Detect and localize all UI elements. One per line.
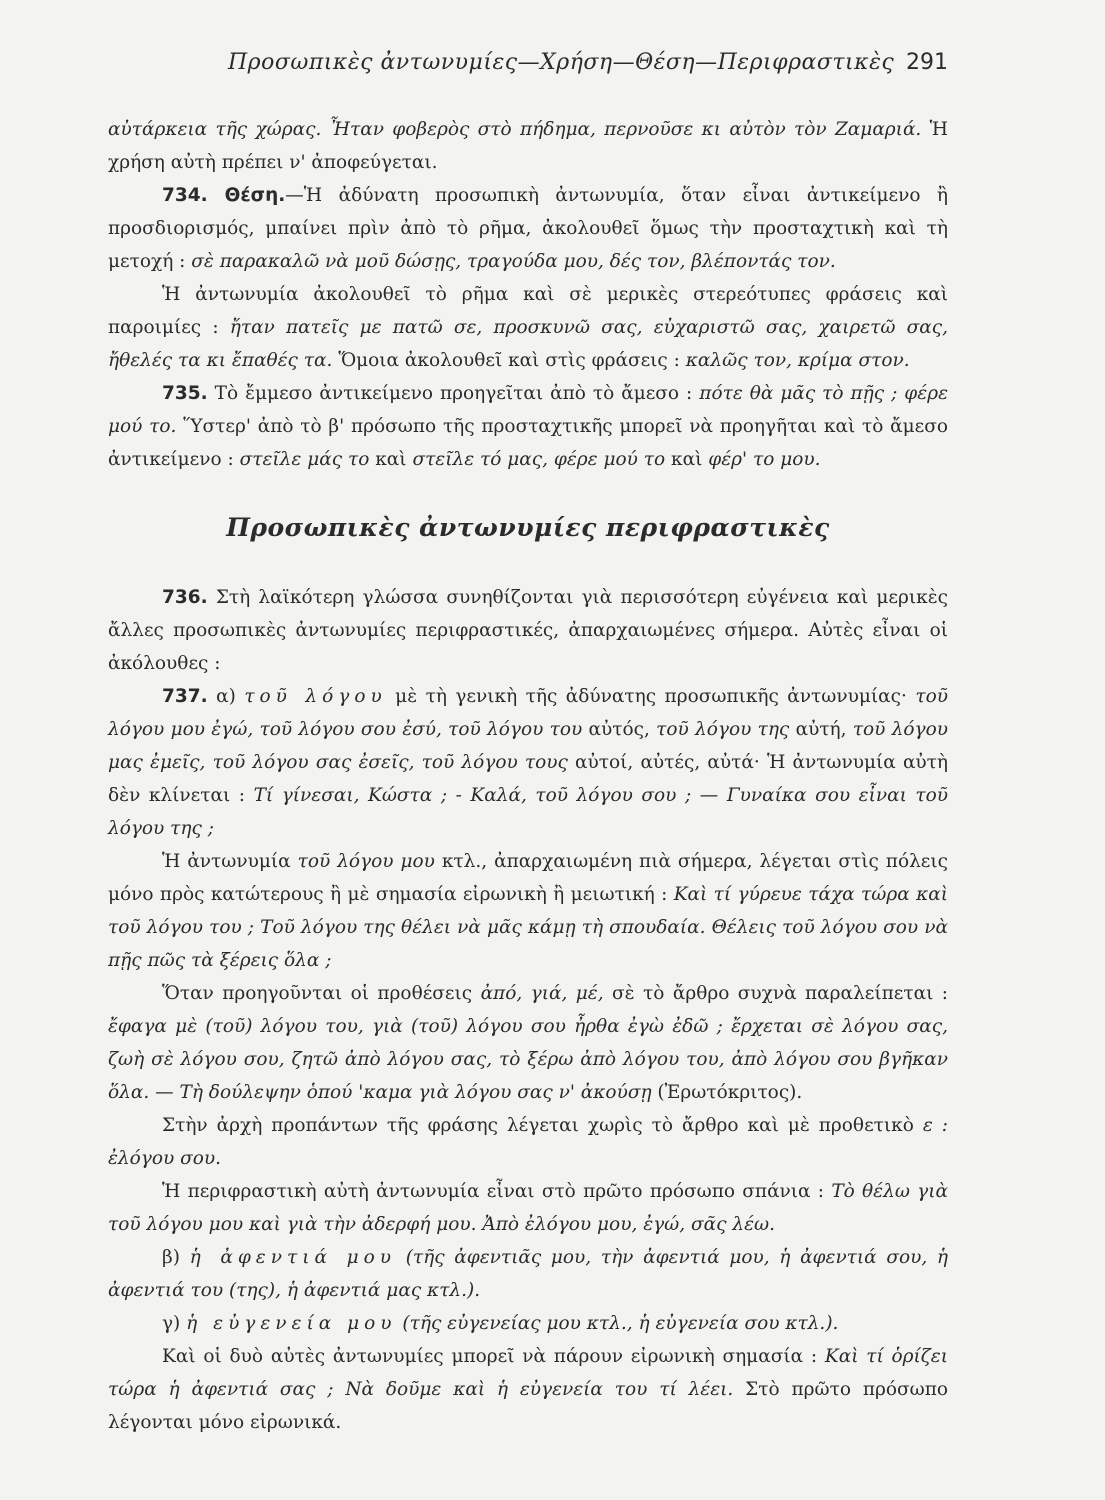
spaced-term: ἡ εὐγενεία μου bbox=[186, 1313, 397, 1335]
paragraph-text: (Ἐρωτόκριτος). bbox=[657, 1082, 803, 1104]
paragraph-text: Ἡ περιφραστικὴ αὐτὴ ἀντωνυμία εἶναι στὸ πρῶτο πρόσωπο σπάνια : bbox=[162, 1181, 825, 1203]
running-title: Προσωπικὲς ἀντωνυμίες—Χρήση—Θέση—Περιφραστικὲς bbox=[228, 50, 895, 75]
example-text: τοῦ λόγου της bbox=[656, 718, 790, 740]
section-737-c bbox=[108, 1307, 948, 1340]
section-737-usage bbox=[108, 845, 948, 977]
section-number: 736. bbox=[162, 586, 208, 608]
paragraph-text: Ἡ ἀντωνυμία αὐτὴ δὲν κλίνεται : bbox=[108, 751, 949, 806]
section-737-prothetic bbox=[108, 1109, 948, 1175]
example-text: πότε θὰ μᾶς τὸ πῇς ; φέρε μού το. bbox=[108, 383, 948, 438]
item-label: γ) bbox=[162, 1313, 181, 1335]
example-text: (τῆς ἀφεντιᾶς μου, τὴν ἀφεντιά μου, ἡ ἀφεντιά σου, ἡ ἀφεντιά του (της), ἡ ἀφεντιά μας κτλ.). bbox=[108, 1247, 948, 1302]
paragraph-text: κτλ., ἀπαρχαιωμένη πιὰ σήμερα, λέγεται στὶς πόλεις μόνο πρὸς κατώτερους ἢ μὲ σημασία εἰρωνικὴ ἢ μειωτική : bbox=[108, 850, 949, 905]
example-text: φέρ' το μου. bbox=[708, 449, 821, 471]
example-text: ἀπό, γιά, μέ, bbox=[480, 982, 604, 1004]
spaced-term: τοῦ λόγου bbox=[244, 685, 387, 707]
example-text: (τῆς εὐγενείας μου κτλ., ἡ εὐγενεία σου κτλ.). bbox=[402, 1313, 839, 1335]
page-number: 291 bbox=[906, 50, 948, 75]
paragraph-text: Τὸ ἔμμεσο ἀντικείμενο προηγεῖται ἀπὸ τὸ ἄμεσο : bbox=[214, 383, 693, 405]
paragraph-text: καὶ bbox=[671, 449, 703, 471]
paragraph-text: Στὴ λαϊκότερη γλώσσα συνηθίζονται γιὰ περισσότερη εὐγένεια καὶ μερικὲς ἄλλες προσωπικὲς ἀντωνυμίες περιφραστικές, ἀπαρχαιωμένες σήμερα. Αὐτὲς εἶναι οἱ ἀκόλουθες : bbox=[108, 586, 948, 674]
paragraph-text: σὲ τὸ ἄρθρο συχνὰ παραλείπεται : bbox=[612, 982, 948, 1004]
spaced-term: ἡ ἀφεντιά μου bbox=[189, 1247, 397, 1269]
section-734 bbox=[108, 179, 948, 278]
section-737-prepositions bbox=[108, 977, 948, 1109]
example-text: Καὶ τί γύρευε τάχα τώρα καὶ τοῦ λόγου του ; Τοῦ λόγου της θέλει νὰ μᾶς κάμῃ τὴ σπουδαία. Θέλεις τοῦ λόγου σου νὰ πῇς πῶς τὰ ξέρεις ὅλα ; bbox=[108, 883, 948, 971]
paragraph-text: αὐτός, bbox=[588, 718, 650, 740]
example-text: ε : ἐλόγου σου. bbox=[108, 1115, 948, 1170]
paragraph-text: Ὅμοια ἀκολουθεῖ καὶ στὶς φράσεις : bbox=[338, 350, 680, 372]
paragraph-text: Στὴν ἀρχὴ προπάντων τῆς φράσης λέγεται χωρὶς τὸ ἄρθρο καὶ μὲ προθετικὸ bbox=[162, 1115, 914, 1137]
example-text: καλῶς τον, κρίμα στον. bbox=[685, 350, 910, 372]
section-736 bbox=[108, 581, 948, 680]
paragraph-text: Ὕστερ' ἀπὸ τὸ β' πρόσωπο τῆς προσταχτικῆς μπορεῖ νὰ προηγῆται καὶ τὸ ἄμεσο ἀντικείμενο : bbox=[108, 416, 948, 471]
paragraph-text: μὲ τὴ γενικὴ τῆς ἀδύνατης προσωπικῆς ἀντωνυμίας· bbox=[395, 685, 907, 707]
section-heading: Προσωπικὲς ἀντωνυμίες περιφραστικὲς bbox=[226, 513, 830, 543]
example-text: τοῦ λόγου μου ἐγώ, τοῦ λόγου σου ἐσύ, τοῦ λόγου του bbox=[108, 685, 948, 740]
example-text: στεῖλε τό μας, φέρε μού το bbox=[412, 449, 666, 471]
paragraph-text: Ἡ χρήση αὐτὴ πρέπει ν' ἀποφεύγεται. bbox=[108, 119, 949, 174]
item-label: β) bbox=[162, 1247, 180, 1269]
paragraph-text: Καὶ οἱ δυὸ αὐτὲς ἀντωνυμίες μπορεῖ νὰ πάρουν εἰρωνικὴ σημασία : bbox=[162, 1346, 818, 1368]
section-735 bbox=[108, 377, 948, 476]
example-text: ἤταν πατεῖς με πατῶ σε, προσκυνῶ σας, εὐχαριστῶ σας, χαιρετῶ σας, ἤθελές τα κι ἔπαθές τα. bbox=[108, 317, 948, 372]
body-text bbox=[108, 113, 948, 1439]
paragraph-text: αὐτοί, αὐτές, αὐτά· bbox=[575, 751, 760, 773]
example-text: Καὶ τί ὁρίζει τώρα ἡ ἀφεντιά σας ; Νὰ δοῦμε καὶ ἡ εὐγενεία του τί λέει. bbox=[108, 1346, 948, 1401]
section-737 bbox=[108, 680, 948, 845]
example-text: Τὸ θέλω γιὰ τοῦ λόγου μου καὶ γιὰ τὴν ἀδερφή μου. Ἀπὸ ἐλόγου μου, ἐγώ, σᾶς λέω. bbox=[108, 1181, 948, 1236]
paragraph-text: Στὸ πρῶτο πρόσωπο λέγονται μόνο εἰρωνικά. bbox=[108, 1379, 948, 1434]
section-737-first-person bbox=[108, 1175, 948, 1241]
example-text: στεῖλε μάς το bbox=[239, 449, 370, 471]
example-text: Τί γίνεσαι, Κώστα ; - Καλά, τοῦ λόγου σου ; — Γυναίκα σου εἶναι τοῦ λόγου της ; bbox=[108, 784, 948, 839]
paragraph-text: Ἡ ἀντωνυμία ἀκολουθεῖ τὸ ρῆμα καὶ σὲ μερικὲς στερεότυπες φράσεις καὶ παροιμίες : bbox=[108, 284, 948, 339]
paragraph-text: Ἡ ἀντωνυμία bbox=[162, 850, 291, 872]
section-number: 734. Θέση. bbox=[162, 185, 286, 207]
paragraph-text: —Ἡ ἀδύνατη προσωπικὴ ἀντωνυμία, ὅταν εἶναι ἀντικείμενο ἢ προσδιορισμός, μπαίνει πρὶν ἀπὸ τὸ ρῆμα, ἀκολουθεῖ ὅμως τὴν προσταχτικὴ καὶ τὴ μετοχή : bbox=[108, 185, 949, 273]
section-737-b bbox=[108, 1241, 948, 1307]
example-text: τοῦ λόγου μου bbox=[297, 850, 435, 872]
paragraph-text: Ὅταν προηγοῦνται οἱ προθέσεις bbox=[162, 982, 473, 1004]
example-text: ἔφαγα μὲ (τοῦ) λόγου του, γιὰ (τοῦ) λόγου σου ἦρθα ἐγὼ ἐδῶ ; ἔρχεται σὲ λόγου σας, ζωὴ σὲ λόγου σου, ζητῶ ἀπὸ λόγου σας, τὸ ξέρω ἀπὸ λόγου του, ἀπὸ λόγου σου βγῆκαν ὅλα. — Τὴ δούλεψην ὁπού 'καμα γιὰ λόγου σας ν' ἀκούσῃ bbox=[108, 1016, 948, 1104]
paragraph-continuation bbox=[108, 113, 948, 179]
paragraph-text: αὐτή, bbox=[795, 718, 847, 740]
example-text: τοῦ λόγου μας ἐμεῖς, τοῦ λόγου σας ἐσεῖς, τοῦ λόγου τους bbox=[108, 718, 949, 773]
item-label: α) bbox=[216, 685, 236, 707]
running-header bbox=[108, 50, 948, 86]
section-number: 737. bbox=[162, 685, 208, 707]
example-text: αὐτάρκεια τῆς χώρας. Ἦταν φοβερὸς στὸ πήδημα, περνοῦσε κι αὐτὸν τὸν Ζαμαριά. bbox=[108, 119, 922, 140]
example-text: σὲ παρακαλῶ νὰ μοῦ δώσῃς, τραγούδα μου, δές τον, βλέποντάς τον. bbox=[191, 251, 836, 273]
section-number: 735. bbox=[162, 383, 208, 405]
section-737-irony bbox=[108, 1340, 948, 1439]
paragraph-text: καὶ bbox=[375, 449, 407, 471]
section-734-continued bbox=[108, 278, 948, 377]
